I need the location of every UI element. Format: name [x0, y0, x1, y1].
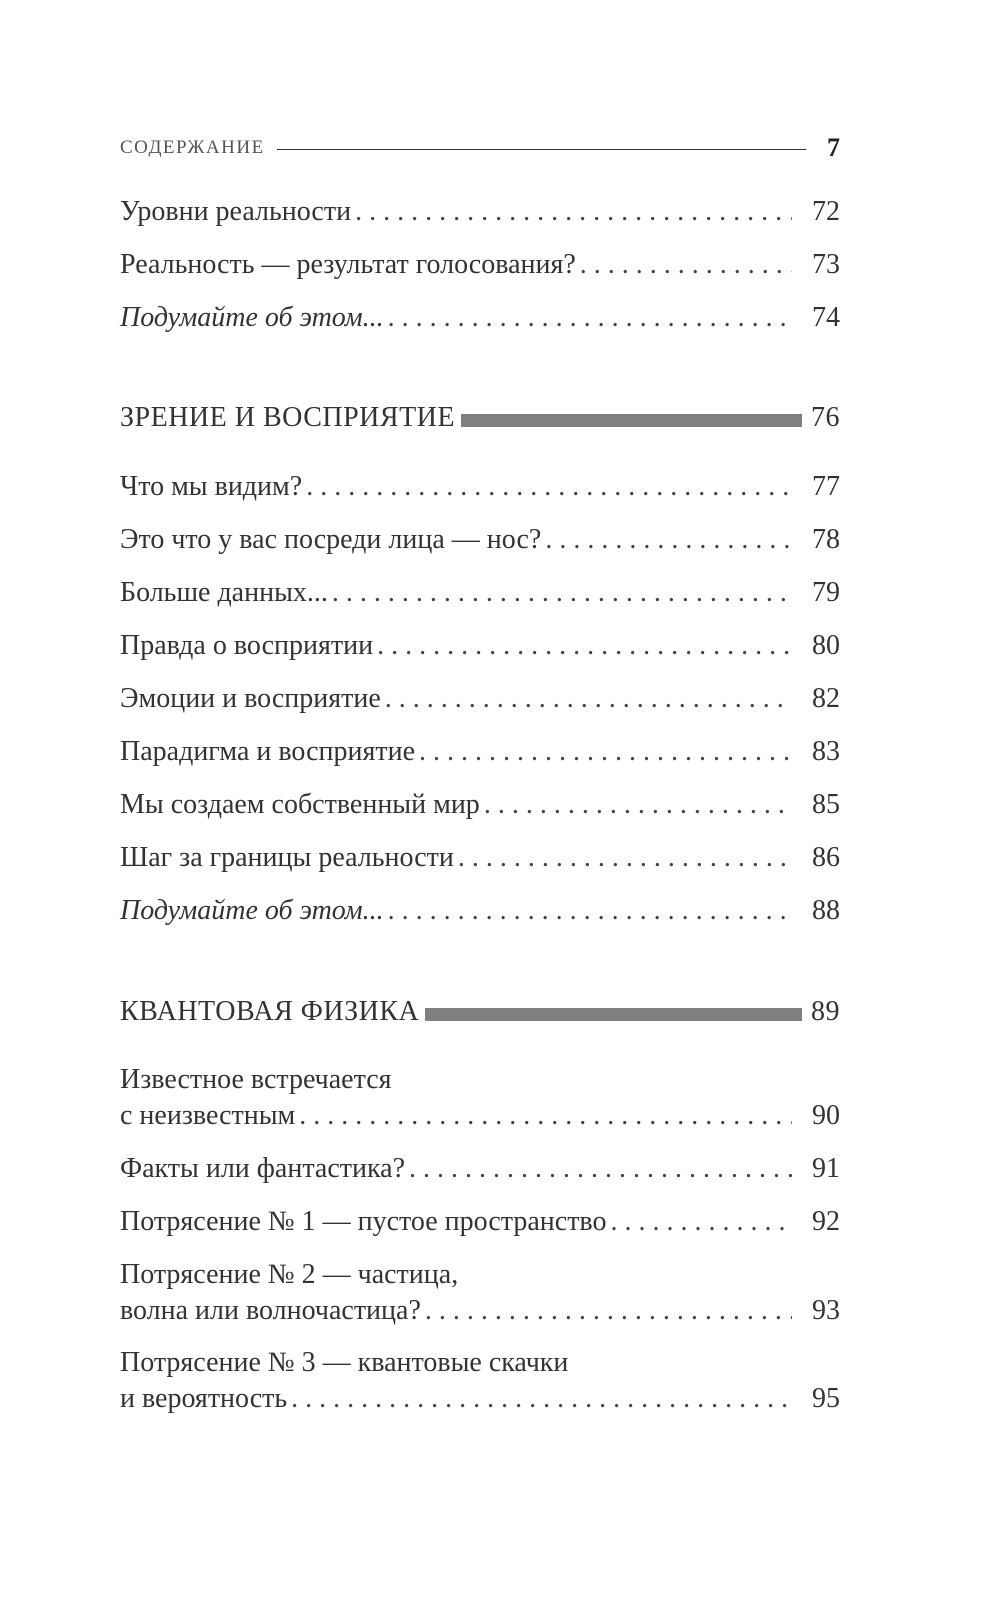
toc-entry-title: и вероятность	[120, 1383, 288, 1414]
dot-leader	[580, 247, 792, 283]
toc-entry-page: 95	[812, 1383, 840, 1414]
toc-entry	[120, 628, 840, 664]
dot-leader	[291, 1381, 792, 1417]
toc-entry-page: 91	[812, 1153, 840, 1184]
toc-entry-title-line1: Известное встречается	[120, 1064, 392, 1095]
toc-entry	[120, 787, 840, 823]
toc-entry-title: Что мы видим?	[120, 471, 303, 502]
toc-entry-page: 93	[812, 1295, 840, 1326]
toc-entry-page: 80	[812, 630, 840, 661]
toc-entry-page: 77	[812, 471, 840, 502]
running-header-title: СОДЕРЖАНИЕ	[120, 137, 265, 158]
section-header-vision	[120, 398, 840, 438]
toc-entry	[120, 681, 840, 717]
toc-entry-title: Больше данных...	[120, 577, 328, 608]
toc-entry-page: 85	[812, 789, 840, 820]
dot-leader	[419, 734, 792, 770]
toc-entry-page: 74	[812, 302, 840, 333]
dot-leader	[484, 787, 792, 823]
toc-entry-page: 86	[812, 842, 840, 873]
section-page: 76	[811, 402, 840, 433]
toc-entry	[120, 734, 840, 770]
section-header-quantum	[120, 992, 840, 1032]
header-rule	[277, 149, 806, 150]
toc-entry-title: Парадигма и восприятие	[120, 736, 416, 767]
section-bar	[425, 1008, 802, 1021]
dot-leader	[388, 893, 792, 929]
section-title: ЗРЕНИЕ И ВОСПРИЯТИЕ	[120, 402, 455, 433]
toc-entry-title: Это что у вас посреди лица — нос?	[120, 524, 542, 555]
toc-entry-title-line1: Потрясение № 3 — квантовые скачки	[120, 1347, 569, 1378]
dot-leader	[306, 469, 792, 505]
toc-entry	[120, 1204, 840, 1240]
toc-entry-title: Мы создаем собственный мир	[120, 789, 480, 820]
toc-entry	[120, 840, 840, 876]
toc-entry-title: Подумайте об этом...	[120, 895, 384, 926]
toc-entry-title: Потрясение № 1 — пустое пространство	[120, 1206, 607, 1237]
toc-entry-title: Уровни реальности	[120, 196, 352, 227]
dot-leader	[388, 300, 792, 336]
toc-entry-page: 72	[812, 196, 840, 227]
dot-leader	[299, 1098, 792, 1134]
toc-entry-page: 90	[812, 1100, 840, 1131]
dot-leader	[425, 1293, 792, 1329]
section-page: 89	[811, 996, 840, 1027]
dot-leader	[458, 840, 792, 876]
dot-leader	[355, 194, 792, 230]
toc-entry-title: Правда о восприятии	[120, 630, 374, 661]
toc-entry-page: 83	[812, 736, 840, 767]
dot-leader	[385, 681, 792, 717]
toc-entry	[120, 1151, 840, 1187]
toc-entry	[120, 469, 840, 505]
dot-leader	[409, 1151, 792, 1187]
toc-entry-page: 88	[812, 895, 840, 926]
toc-entry-page: 73	[812, 249, 840, 280]
toc-entry-page: 92	[812, 1206, 840, 1237]
dot-leader	[545, 522, 792, 558]
section-bar	[461, 414, 802, 427]
toc-entry	[120, 194, 840, 230]
toc-entry-title: волна или волночастица?	[120, 1295, 421, 1326]
toc-entry-title: Факты или фантастика?	[120, 1153, 406, 1184]
dot-leader	[377, 628, 792, 664]
dot-leader	[610, 1204, 792, 1240]
toc-entry	[120, 300, 840, 336]
toc-entry-title: Реальность — результат голосования?	[120, 249, 576, 280]
toc-entry-title: Эмоции и восприятие	[120, 683, 381, 714]
dot-leader	[332, 575, 792, 611]
toc-entry	[120, 522, 840, 558]
toc-entry-title: Подумайте об этом...	[120, 302, 384, 333]
toc-entry-page: 79	[812, 577, 840, 608]
toc-entry	[120, 893, 840, 929]
toc-entry-title-line1: Потрясение № 2 — частица,	[120, 1259, 459, 1290]
running-header	[120, 130, 840, 166]
section-title: КВАНТОВАЯ ФИЗИКА	[120, 996, 420, 1027]
toc-entry-multiline	[120, 1257, 840, 1329]
toc-entry-multiline	[120, 1345, 840, 1417]
toc-entry-page: 82	[812, 683, 840, 714]
toc-entry-title: Шаг за границы реальности	[120, 842, 454, 873]
toc-entry-title: с неизвестным	[120, 1100, 296, 1131]
toc-entry	[120, 247, 840, 283]
toc-entry-multiline	[120, 1062, 840, 1134]
toc-entry-page: 78	[812, 524, 840, 555]
page-number: 7	[827, 133, 840, 162]
toc-entry	[120, 575, 840, 611]
